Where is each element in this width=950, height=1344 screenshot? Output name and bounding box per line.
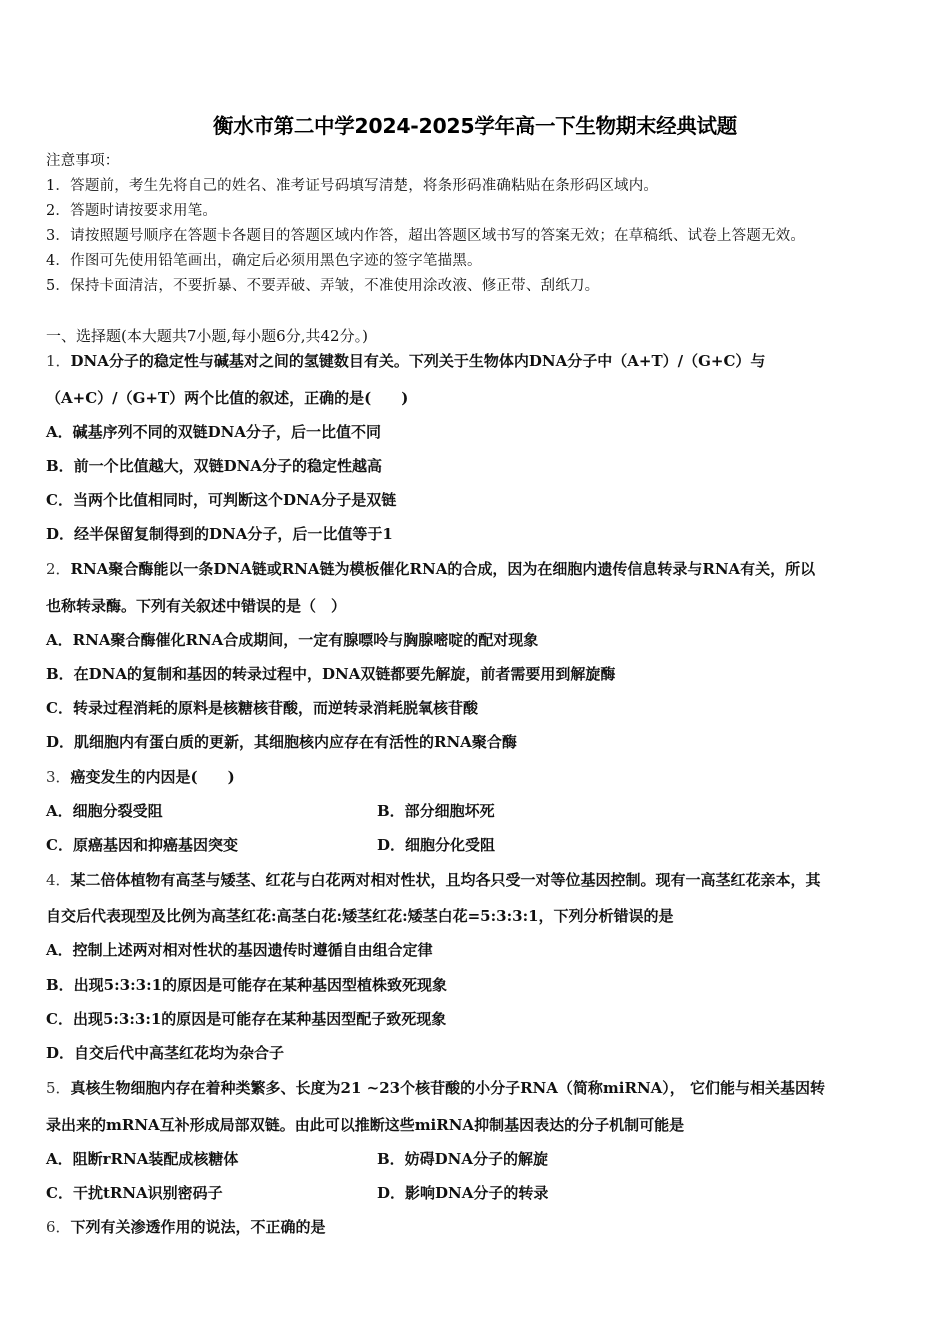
question-text: DNA分子的稳定性与碱基对之间的氢键数目有关。下列关于生物体内DNA分子中（A+T）/（G+C）与 xyxy=(70,352,766,370)
q4-option-a: A．控制上述两对相对性状的基因遗传时遵循自由组合定律 xyxy=(46,941,433,959)
q4-option-b: B．出现5:3:3:1的原因是可能存在某种基因型植株致死现象 xyxy=(46,976,448,994)
question-2-stem-line-2: 也称转录酶。下列有关叙述中错误的是（ ） xyxy=(46,597,347,615)
question-5-stem-line-2: 录出来的mRNA互补形成局部双链。由此可以推断这些miRNA抑制基因表达的分子机制可能是 xyxy=(46,1116,685,1134)
question-number: 5． xyxy=(46,1079,71,1097)
question-number: 1． xyxy=(46,352,71,370)
question-5-stem xyxy=(46,1078,825,1098)
question-1-stem-line-2: （A+C）/（G+T）两个比值的叙述，正确的是( ) xyxy=(46,389,409,407)
question-6-stem xyxy=(46,1217,326,1237)
note-item-3: 3．请按照题号顺序在答题卡各题目的答题区域内作答，超出答题区域书写的答案无效；在草稿纸、试卷上答题无效。 xyxy=(46,228,806,244)
question-text: 真核生物细胞内存在着种类繁多、长度为21 ~23个核苷酸的小分子RNA（简称miRNA）， 它们能与相关基因转 xyxy=(70,1079,826,1097)
q2-option-a: A．RNA聚合酶催化RNA合成期间，一定有腺嘌呤与胸腺嘧啶的配对现象 xyxy=(46,631,539,649)
question-4-stem-line-2: 自交后代表现型及比例为高茎红花:高茎白花:矮茎红花:矮茎白花=5:3:3:1，下列分析错误的是 xyxy=(46,907,674,925)
question-text: 某二倍体植物有高茎与矮茎、红花与白花两对相对性状，且均各只受一对等位基因控制。现有一高茎红花亲本，其 xyxy=(70,871,821,889)
question-3-stem xyxy=(46,767,235,787)
q3-option-d: D．细胞分化受阻 xyxy=(377,836,496,854)
question-2-stem xyxy=(46,559,815,579)
q5-option-c: C．干扰tRNA识别密码子 xyxy=(46,1184,223,1202)
note-item-2: 2．答题时请按要求用笔。 xyxy=(46,203,218,219)
question-number: 3． xyxy=(46,768,71,786)
question-number: 4． xyxy=(46,871,71,889)
q4-option-d: D．自交后代中高茎红花均为杂合子 xyxy=(46,1044,285,1062)
question-text: 癌变发生的内因是( ) xyxy=(70,768,235,786)
q1-option-c: C．当两个比值相同时，可判断这个DNA分子是双链 xyxy=(46,491,397,509)
note-item-1: 1．答题前，考生先将自己的姓名、准考证号码填写清楚，将条形码准确粘贴在条形码区域内。 xyxy=(46,178,659,194)
exam-title: 衡水市第二中学2024-2025学年高一下生物期末经典试题 xyxy=(213,114,737,138)
q2-option-b: B．在DNA的复制和基因的转录过程中，DNA双链都要先解旋，前者需要用到解旋酶 xyxy=(46,665,616,683)
note-item-4: 4．作图可先使用铅笔画出，确定后必须用黑色字迹的签字笔描黑。 xyxy=(46,253,482,269)
section-heading: 一、选择题(本大题共7小题,每小题6分,共42分。) xyxy=(46,327,368,345)
q5-option-b: B．妨碍DNA分子的解旋 xyxy=(377,1150,549,1168)
q1-option-a: A．碱基序列不同的双链DNA分子，后一比值不同 xyxy=(46,423,381,441)
q5-option-d: D．影响DNA分子的转录 xyxy=(377,1184,549,1202)
q1-option-b: B．前一个比值越大，双链DNA分子的稳定性越高 xyxy=(46,457,383,475)
notes-heading: 注意事项： xyxy=(46,153,120,169)
q3-option-c: C．原癌基因和抑癌基因突变 xyxy=(46,836,238,854)
question-4-stem xyxy=(46,870,821,890)
question-1-stem xyxy=(46,351,765,371)
q2-option-d: D．肌细胞内有蛋白质的更新，其细胞核内应存在有活性的RNA聚合酶 xyxy=(46,733,517,751)
question-text: RNA聚合酶能以一条DNA链或RNA链为模板催化RNA的合成，因为在细胞内遗传信息转录与RNA有关，所以 xyxy=(70,560,816,578)
q4-option-c: C．出现5:3:3:1的原因是可能存在某种基因型配子致死现象 xyxy=(46,1010,447,1028)
q2-option-c: C．转录过程消耗的原料是核糖核苷酸，而逆转录消耗脱氧核苷酸 xyxy=(46,699,478,717)
question-number: 2． xyxy=(46,560,71,578)
question-number: 6． xyxy=(46,1218,71,1236)
q3-option-b: B．部分细胞坏死 xyxy=(377,802,495,820)
q5-option-a: A．阻断rRNA装配成核糖体 xyxy=(46,1150,239,1168)
note-item-5: 5．保持卡面清洁，不要折暴、不要弄破、弄皱，不准使用涂改液、修正带、刮纸刀。 xyxy=(46,278,600,294)
question-text: 下列有关渗透作用的说法，不正确的是 xyxy=(70,1218,326,1236)
q1-option-d: D．经半保留复制得到的DNA分子，后一比值等于1 xyxy=(46,525,393,543)
q3-option-a: A．细胞分裂受阻 xyxy=(46,802,163,820)
